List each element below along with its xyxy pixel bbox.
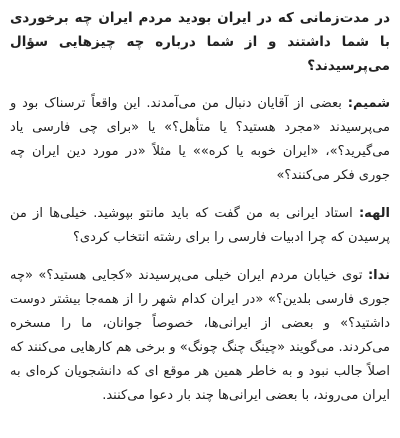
answer-neda (10, 264, 390, 408)
speaker-name: الهه: (358, 206, 390, 221)
answer-shamim (10, 92, 390, 188)
answer-text: توی خیابان مردم ایران خیلی می‌پرسیدند «کجایی هستید؟» «چه جوری فارسی بلدین؟» «در ایران کدام شهر را از همه‌جا بیشتر دوست داشتید؟» و بعضی از ایرانی‌ها، خصوصاً جوانان، ما را مسخره می‌کردند. می‌گویند «چینگ چنگ چونگ» و برخی هم کارهایی می‌کنند که اصلاً جالب نبود و به خاطر همین هر موقع ای که دانشجویان کره‌ای به ایران می‌روند، با بعضی ایرانی‌ها چند بار دعوا می‌کنند. (10, 268, 390, 403)
interview-question: در مدت‌زمانی که در ایران بودید مردم ایران چه برخوردی با شما داشتند و از شما درباره چه چیزهایی سؤال می‌پرسیدند؟ (10, 10, 390, 74)
speaker-name: ندا: (367, 268, 390, 283)
answer-elahe (10, 202, 390, 250)
answer-text: بعضی از آقایان دنبال من می‌آمدند. این واقعاً ترسناک بود و می‌پرسیدند «مجرد هستید؟ یا متأهل؟» یا «برای چی فارسی یاد می‌گیرید؟»، «ایران خوبه یا کره»» یا مثلاً «در مورد دین ایران چه جوری فکر می‌کنند؟» (10, 96, 390, 183)
speaker-name: شمیم: (347, 96, 390, 111)
answer-text: استاد ایرانی به من گفت که باید مانتو بپوشید. خیلی‌ها از من پرسیدن که چرا ادبیات فارسی را برای رشته انتخاب کردی؟ (10, 206, 390, 245)
